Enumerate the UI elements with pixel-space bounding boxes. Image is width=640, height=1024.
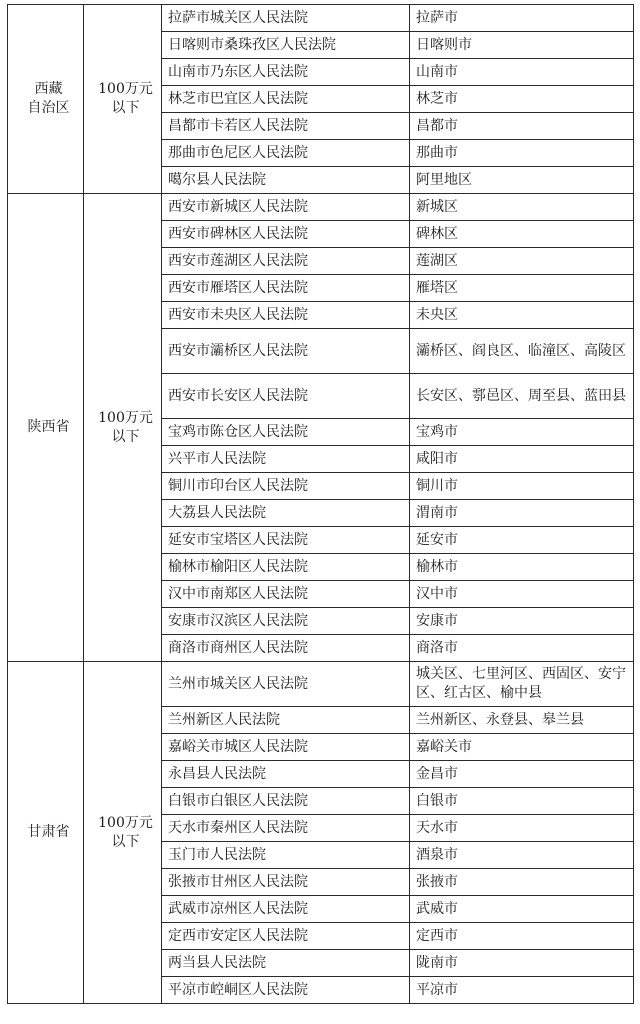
- area-cell: 渭南市: [410, 500, 634, 527]
- area-cell: 安康市: [410, 608, 634, 635]
- court-cell: 铜川市印台区人民法院: [162, 473, 410, 500]
- area-cell: 城关区、七里河区、西固区、安宁区、红古区、榆中县: [410, 662, 634, 707]
- court-cell: 玉门市人民法院: [162, 842, 410, 869]
- area-cell: 汉中市: [410, 581, 634, 608]
- amount-cell: 100万元 以下: [84, 5, 162, 194]
- court-cell: 西安市新城区人民法院: [162, 194, 410, 221]
- court-cell: 安康市汉滨区人民法院: [162, 608, 410, 635]
- area-cell: 商洛市: [410, 635, 634, 662]
- court-cell: 商洛市商州区人民法院: [162, 635, 410, 662]
- area-cell: 拉萨市: [410, 5, 634, 32]
- court-cell: 西安市碑林区人民法院: [162, 221, 410, 248]
- area-cell: 莲湖区: [410, 248, 634, 275]
- court-cell: 兰州新区人民法院: [162, 707, 410, 734]
- area-cell: 长安区、鄠邑区、周至县、蓝田县: [410, 374, 634, 419]
- area-cell: 酒泉市: [410, 842, 634, 869]
- area-cell: 未央区: [410, 302, 634, 329]
- area-cell: 平凉市: [410, 977, 634, 1004]
- court-cell: 汉中市南郑区人民法院: [162, 581, 410, 608]
- province-cell: 甘肃省: [8, 662, 84, 1004]
- court-cell: 那曲市色尼区人民法院: [162, 140, 410, 167]
- area-cell: 日喀则市: [410, 32, 634, 59]
- court-cell: 张掖市甘州区人民法院: [162, 869, 410, 896]
- court-cell: 永昌县人民法院: [162, 761, 410, 788]
- area-cell: 嘉峪关市: [410, 734, 634, 761]
- court-cell: 白银市白银区人民法院: [162, 788, 410, 815]
- area-cell: 榆林市: [410, 554, 634, 581]
- court-cell: 兰州市城关区人民法院: [162, 662, 410, 707]
- area-cell: 白银市: [410, 788, 634, 815]
- area-cell: 昌都市: [410, 113, 634, 140]
- court-cell: 天水市秦州区人民法院: [162, 815, 410, 842]
- area-cell: 那曲市: [410, 140, 634, 167]
- court-cell: 定西市安定区人民法院: [162, 923, 410, 950]
- court-cell: 西安市雁塔区人民法院: [162, 275, 410, 302]
- court-cell: 拉萨市城关区人民法院: [162, 5, 410, 32]
- court-cell: 西安市灞桥区人民法院: [162, 329, 410, 374]
- court-cell: 昌都市卡若区人民法院: [162, 113, 410, 140]
- jurisdiction-table-body: [8, 5, 634, 1004]
- court-cell: 平凉市崆峒区人民法院: [162, 977, 410, 1004]
- court-cell: 山南市乃东区人民法院: [162, 59, 410, 86]
- area-cell: 林芝市: [410, 86, 634, 113]
- table-row: [8, 194, 634, 221]
- province-cell: 陕西省: [8, 194, 84, 662]
- table-row: [8, 662, 634, 707]
- court-cell: 噶尔县人民法院: [162, 167, 410, 194]
- province-cell: 西藏 自治区: [8, 5, 84, 194]
- area-cell: 宝鸡市: [410, 419, 634, 446]
- area-cell: 定西市: [410, 923, 634, 950]
- area-cell: 天水市: [410, 815, 634, 842]
- jurisdiction-table: [7, 4, 634, 1004]
- court-cell: 西安市未央区人民法院: [162, 302, 410, 329]
- court-cell: 武威市凉州区人民法院: [162, 896, 410, 923]
- court-cell: 西安市长安区人民法院: [162, 374, 410, 419]
- area-cell: 碑林区: [410, 221, 634, 248]
- area-cell: 阿里地区: [410, 167, 634, 194]
- court-cell: 榆林市榆阳区人民法院: [162, 554, 410, 581]
- area-cell: 咸阳市: [410, 446, 634, 473]
- court-cell: 宝鸡市陈仓区人民法院: [162, 419, 410, 446]
- amount-cell: 100万元 以下: [84, 194, 162, 662]
- area-cell: 武威市: [410, 896, 634, 923]
- area-cell: 新城区: [410, 194, 634, 221]
- court-cell: 兴平市人民法院: [162, 446, 410, 473]
- area-cell: 陇南市: [410, 950, 634, 977]
- court-cell: 延安市宝塔区人民法院: [162, 527, 410, 554]
- court-cell: 嘉峪关市城区人民法院: [162, 734, 410, 761]
- area-cell: 张掖市: [410, 869, 634, 896]
- amount-cell: 100万元 以下: [84, 662, 162, 1004]
- area-cell: 铜川市: [410, 473, 634, 500]
- court-cell: 大荔县人民法院: [162, 500, 410, 527]
- table-row: [8, 5, 634, 32]
- court-cell: 两当县人民法院: [162, 950, 410, 977]
- court-cell: 西安市莲湖区人民法院: [162, 248, 410, 275]
- court-cell: 日喀则市桑珠孜区人民法院: [162, 32, 410, 59]
- court-cell: 林芝市巴宜区人民法院: [162, 86, 410, 113]
- area-cell: 金昌市: [410, 761, 634, 788]
- area-cell: 延安市: [410, 527, 634, 554]
- area-cell: 雁塔区: [410, 275, 634, 302]
- area-cell: 灞桥区、阎良区、临潼区、高陵区: [410, 329, 634, 374]
- area-cell: 兰州新区、永登县、皋兰县: [410, 707, 634, 734]
- area-cell: 山南市: [410, 59, 634, 86]
